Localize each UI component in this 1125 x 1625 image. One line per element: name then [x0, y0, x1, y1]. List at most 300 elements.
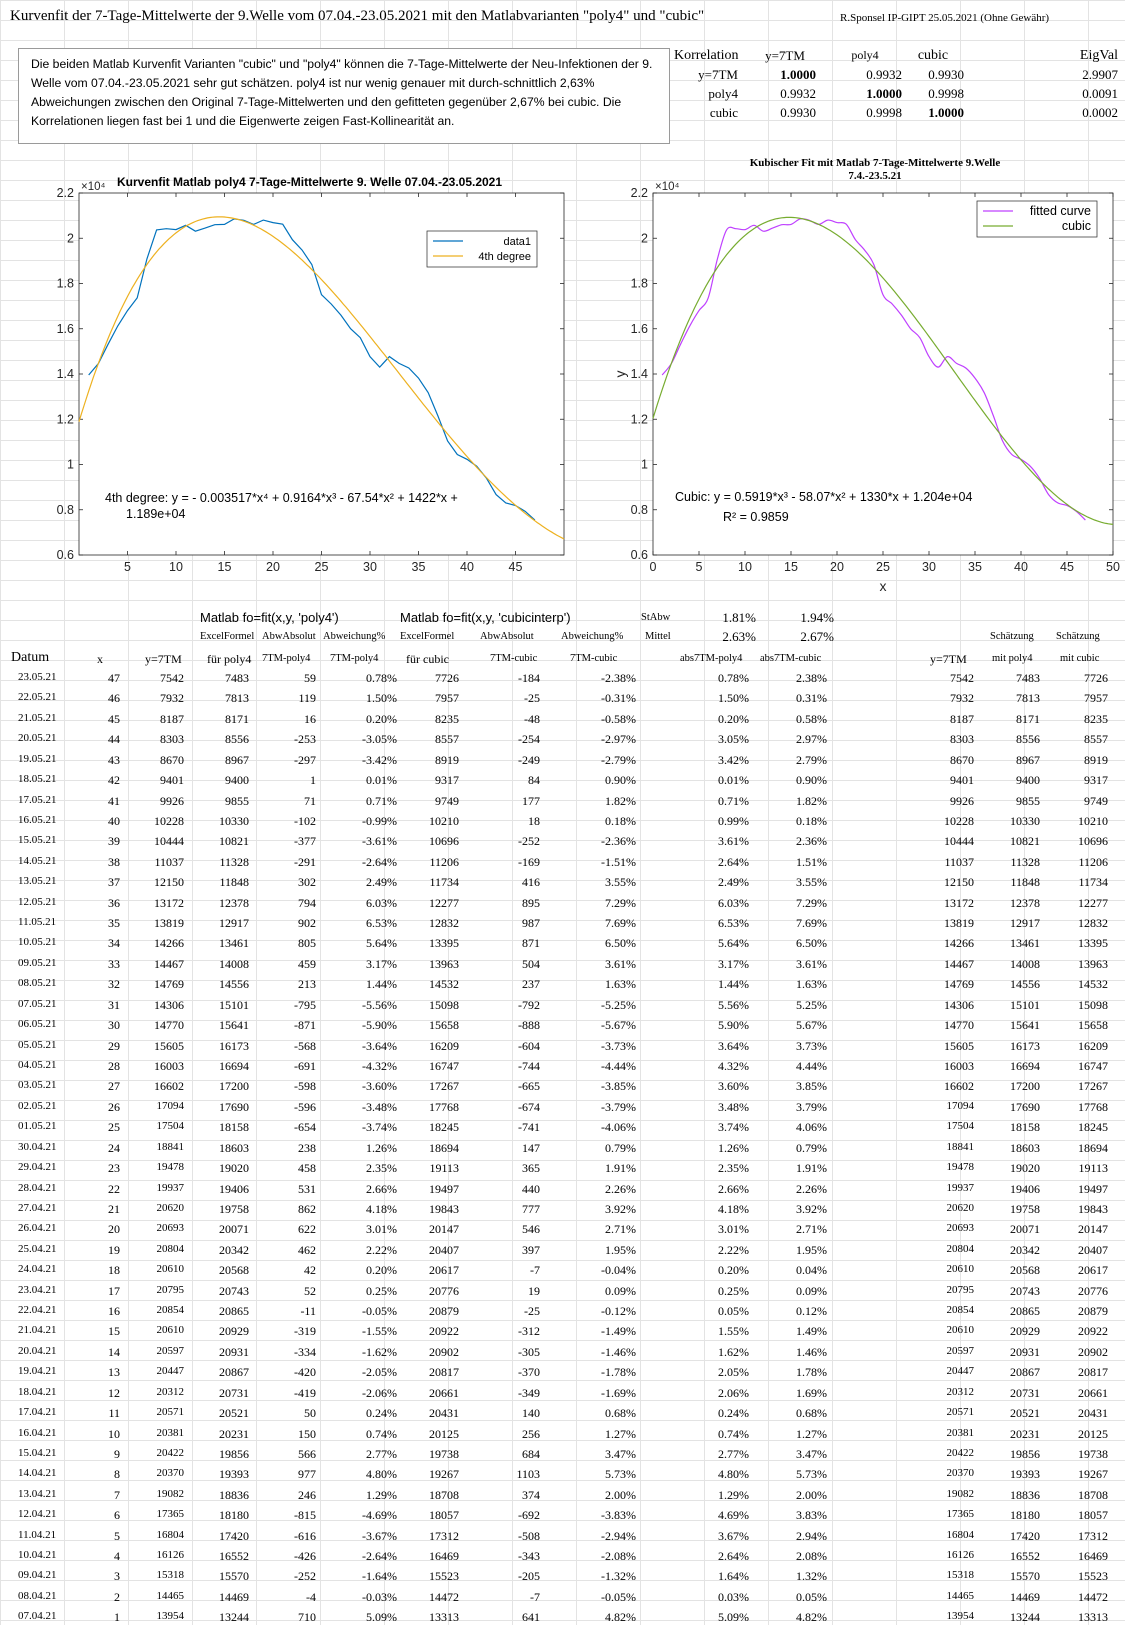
- cell-abs-cubic: 3.83%: [796, 1508, 827, 1523]
- cell-x: 46: [108, 691, 120, 706]
- cell-est-poly4: 9855: [1016, 793, 1040, 808]
- cell-est-cubic: 12277: [1078, 895, 1108, 910]
- corr-eigval: 2.9907: [1082, 67, 1118, 82]
- corr-eigval: 0.0091: [1082, 86, 1118, 101]
- cell-est-y: 19082: [946, 1487, 974, 1500]
- cell-datum: 20.04.21: [18, 1344, 57, 1357]
- cell-pct-cubic: 5.73%: [605, 1467, 636, 1482]
- cell-est-cubic: 19497: [1078, 1181, 1108, 1196]
- cell-poly4: 9400: [225, 773, 249, 788]
- corr-value: 1.0000: [780, 67, 816, 82]
- cell-pct-poly4: -1.55%: [362, 1324, 397, 1339]
- header-excel2: ExcelFormel: [400, 631, 455, 642]
- y-tick-label: 1.4: [56, 367, 74, 381]
- cell-pct-cubic: 2.71%: [605, 1222, 636, 1237]
- cell-abs-poly4: 2.49%: [718, 875, 749, 890]
- cell-abw-poly4: 213: [298, 977, 316, 992]
- cell-abs-cubic: 0.58%: [796, 711, 827, 726]
- cell-y: 14306: [154, 997, 184, 1012]
- cell-pct-cubic: 1.91%: [605, 1161, 636, 1176]
- cell-est-cubic: 18708: [1078, 1487, 1108, 1502]
- cell-datum: 09.04.21: [18, 1569, 57, 1582]
- cell-x: 16: [108, 1304, 120, 1319]
- cell-est-y: 20571: [946, 1406, 974, 1419]
- cell-abs-poly4: 2.05%: [718, 1365, 749, 1380]
- cell-abw-poly4: 71: [304, 793, 316, 808]
- cell-est-y: 8670: [950, 752, 974, 767]
- cell-est-poly4: 10821: [1010, 834, 1040, 849]
- cell-est-y: 20804: [946, 1242, 974, 1255]
- cell-est-poly4: 20929: [1010, 1324, 1040, 1339]
- cell-poly4: 7813: [225, 691, 249, 706]
- cell-abw-poly4: 52: [304, 1283, 316, 1298]
- legend-entry: fitted curve: [1029, 204, 1091, 218]
- cell-abs-cubic: 2.26%: [796, 1181, 827, 1196]
- y-tick-label: 0.8: [630, 502, 648, 517]
- correlation-row: [680, 67, 1120, 86]
- cell-abw-poly4: 862: [298, 1201, 316, 1216]
- cell-datum: 10.04.21: [18, 1549, 57, 1562]
- cell-est-cubic: 15658: [1078, 1018, 1108, 1033]
- cell-abs-poly4: 0.05%: [718, 1304, 749, 1319]
- cell-datum: 19.05.21: [18, 752, 57, 765]
- cell-est-cubic: 20147: [1078, 1222, 1108, 1237]
- cell-datum: 11.05.21: [18, 916, 57, 929]
- cell-x: 26: [108, 1099, 120, 1114]
- cell-abw-poly4: 462: [298, 1242, 316, 1257]
- cell-x: 17: [108, 1283, 120, 1298]
- cell-x: 11: [108, 1406, 120, 1421]
- cell-pct-poly4: -3.61%: [362, 834, 397, 849]
- y-tick-label: 2.2: [56, 186, 74, 200]
- cell-abs-cubic: 3.79%: [796, 1099, 827, 1114]
- cell-y: 17504: [156, 1120, 184, 1133]
- cell-est-poly4: 19020: [1010, 1161, 1040, 1176]
- cell-y: 20610: [156, 1324, 184, 1337]
- cell-cubic: 14472: [429, 1589, 459, 1604]
- cell-x: 4: [114, 1549, 120, 1564]
- cell-y: 8303: [160, 732, 184, 747]
- cell-abw-cubic: 256: [522, 1426, 540, 1441]
- cell-est-poly4: 17200: [1010, 1079, 1040, 1094]
- cell-abw-poly4: -598: [294, 1079, 316, 1094]
- cell-pct-poly4: 4.18%: [366, 1201, 397, 1216]
- cell-poly4: 16694: [219, 1058, 249, 1073]
- cell-y: 19937: [156, 1181, 184, 1194]
- cell-est-y: 10228: [944, 813, 974, 828]
- cell-y: 14467: [154, 956, 184, 971]
- cell-est-poly4: 11848: [1010, 875, 1040, 890]
- cell-pct-cubic: -0.05%: [601, 1589, 636, 1604]
- cell-poly4: 20521: [219, 1406, 249, 1421]
- cell-est-poly4: 14008: [1010, 956, 1040, 971]
- cell-abw-cubic: -252: [518, 834, 540, 849]
- cell-x: 39: [108, 834, 120, 849]
- header-fit-cubic: Matlab fo=fit(x,y, 'cubicinterp'): [400, 610, 571, 625]
- cell-abs-cubic: 0.05%: [796, 1589, 827, 1604]
- cell-est-poly4: 8967: [1016, 752, 1040, 767]
- cell-est-y: 17504: [946, 1120, 974, 1133]
- cell-est-cubic: 20776: [1078, 1283, 1108, 1298]
- cell-y: 20804: [156, 1242, 184, 1255]
- cell-abs-cubic: 0.79%: [796, 1140, 827, 1155]
- cell-abs-poly4: 0.71%: [718, 793, 749, 808]
- cell-y: 16804: [156, 1528, 184, 1541]
- y-tick-label: 1.8: [630, 276, 648, 291]
- cell-abs-poly4: 3.67%: [718, 1528, 749, 1543]
- corr-row-label: poly4: [708, 86, 738, 101]
- cell-abw-poly4: -291: [294, 854, 316, 869]
- cell-abw-poly4: 119: [298, 691, 316, 706]
- cell-x: 44: [108, 732, 120, 747]
- cell-datum: 17.04.21: [18, 1406, 57, 1419]
- cell-abs-poly4: 4.32%: [718, 1058, 749, 1073]
- cell-poly4: 15101: [219, 997, 249, 1012]
- header-mit-cubic: mit cubic: [1060, 653, 1100, 664]
- cell-abs-poly4: 5.56%: [718, 997, 749, 1012]
- cell-cubic: 20879: [429, 1304, 459, 1319]
- cell-cubic: 7957: [435, 691, 459, 706]
- cell-poly4: 15570: [219, 1569, 249, 1584]
- cell-abs-poly4: 2.77%: [718, 1446, 749, 1461]
- x-tick-label: 20: [830, 560, 844, 574]
- header-7tm-poly4: 7TM-poly4: [262, 653, 311, 664]
- cell-abs-poly4: 0.99%: [718, 813, 749, 828]
- cell-y: 9926: [160, 793, 184, 808]
- cell-abs-cubic: 0.18%: [796, 813, 827, 828]
- cell-poly4: 19020: [219, 1161, 249, 1176]
- cell-abs-poly4: 2.66%: [718, 1181, 749, 1196]
- cell-est-y: 20422: [946, 1446, 974, 1459]
- cell-x: 5: [114, 1528, 120, 1543]
- cell-est-cubic: 20879: [1078, 1304, 1108, 1319]
- y-exponent-label: ×10⁴: [655, 181, 680, 193]
- cell-pct-poly4: -2.06%: [362, 1385, 397, 1400]
- cell-pct-poly4: 2.49%: [366, 875, 397, 890]
- cell-datum: 25.04.21: [18, 1242, 57, 1255]
- cell-est-cubic: 11734: [1078, 875, 1108, 890]
- cell-est-cubic: 18057: [1078, 1508, 1108, 1523]
- cell-abs-poly4: 3.42%: [718, 752, 749, 767]
- cell-pct-cubic: -4.06%: [601, 1120, 636, 1135]
- cell-cubic: 17312: [429, 1528, 459, 1543]
- cell-est-cubic: 13313: [1078, 1610, 1108, 1625]
- cell-abw-poly4: -795: [294, 997, 316, 1012]
- cell-cubic: 15098: [429, 997, 459, 1012]
- cell-x: 8: [114, 1467, 120, 1482]
- fit-equation-line2: 1.189e+04: [126, 507, 186, 521]
- cell-datum: 07.04.21: [18, 1610, 57, 1623]
- cell-pct-cubic: 0.18%: [605, 813, 636, 828]
- cell-y: 14465: [156, 1589, 184, 1602]
- cell-est-y: 20597: [946, 1344, 974, 1357]
- cell-pct-poly4: -2.05%: [362, 1365, 397, 1380]
- cell-pct-poly4: -4.69%: [362, 1508, 397, 1523]
- cell-abs-poly4: 2.35%: [718, 1161, 749, 1176]
- cell-abs-cubic: 2.00%: [796, 1487, 827, 1502]
- corr-row-label: y=7TM: [698, 67, 738, 82]
- cell-abw-cubic: -604: [518, 1038, 540, 1053]
- cell-cubic: 20147: [429, 1222, 459, 1237]
- cell-est-y: 8303: [950, 732, 974, 747]
- header-abwabs2: AbwAbsolut: [480, 631, 534, 642]
- sheet-title: Kurvenfit der 7-Tage-Mittelwerte der 9.Welle vom 07.04.-23.05.2021 mit den Matlabvarianten "poly4" und "cubic": [10, 8, 705, 24]
- cell-est-poly4: 14556: [1010, 977, 1040, 992]
- correlation-label: Korrelation: [674, 48, 739, 63]
- cell-est-y: 10444: [944, 834, 974, 849]
- cell-abw-cubic: -792: [518, 997, 540, 1012]
- header-fuer-cubic: für cubic: [406, 652, 449, 666]
- cell-abw-cubic: -305: [518, 1344, 540, 1359]
- cell-est-cubic: 14472: [1078, 1589, 1108, 1604]
- cell-est-cubic: 20661: [1078, 1385, 1108, 1400]
- cell-x: 42: [108, 773, 120, 788]
- cell-est-cubic: 17267: [1078, 1079, 1108, 1094]
- cell-est-cubic: 20817: [1078, 1365, 1108, 1380]
- cell-cubic: 15658: [429, 1018, 459, 1033]
- cell-abs-poly4: 6.53%: [718, 916, 749, 931]
- cell-pct-cubic: 7.69%: [605, 916, 636, 931]
- cell-y: 10228: [154, 813, 184, 828]
- cell-abs-cubic: 3.85%: [796, 1079, 827, 1094]
- x-tick-label: 50: [1106, 560, 1120, 574]
- cell-datum: 24.04.21: [18, 1263, 57, 1276]
- cell-datum: 12.04.21: [18, 1508, 57, 1521]
- cell-est-cubic: 20125: [1078, 1426, 1108, 1441]
- cell-est-cubic: 15098: [1078, 997, 1108, 1012]
- cell-poly4: 8967: [225, 752, 249, 767]
- cell-est-y: 15605: [944, 1038, 974, 1053]
- cell-pct-poly4: 0.25%: [366, 1283, 397, 1298]
- cell-abw-cubic: 19: [528, 1283, 540, 1298]
- cell-datum: 12.05.21: [18, 895, 57, 908]
- cell-poly4: 18180: [219, 1508, 249, 1523]
- cell-poly4: 20743: [219, 1283, 249, 1298]
- cell-pct-poly4: 3.01%: [366, 1222, 397, 1237]
- cell-x: 7: [114, 1487, 120, 1502]
- cell-est-y: 9401: [950, 773, 974, 788]
- cell-est-poly4: 20865: [1010, 1304, 1040, 1319]
- cell-abw-poly4: -297: [294, 752, 316, 767]
- cell-pct-cubic: -3.83%: [601, 1508, 636, 1523]
- cell-pct-poly4: -5.56%: [362, 997, 397, 1012]
- cell-abw-cubic: -665: [518, 1079, 540, 1094]
- cell-x: 47: [108, 671, 120, 685]
- corr-value: 0.9932: [780, 86, 816, 101]
- cell-abs-cubic: 1.27%: [796, 1426, 827, 1441]
- cell-est-y: 16003: [944, 1058, 974, 1073]
- cell-poly4: 10821: [219, 834, 249, 849]
- cell-est-poly4: 16173: [1010, 1038, 1040, 1053]
- stabw-label: StAbw: [641, 612, 671, 623]
- cell-pct-poly4: 0.20%: [366, 711, 397, 726]
- cell-abw-poly4: 42: [304, 1263, 316, 1278]
- cell-pct-poly4: 2.66%: [366, 1181, 397, 1196]
- cell-y: 10444: [154, 834, 184, 849]
- cell-cubic: 8557: [435, 732, 459, 747]
- cell-cubic: 16747: [429, 1058, 459, 1073]
- cell-est-cubic: 13963: [1078, 956, 1108, 971]
- cell-abw-cubic: -741: [518, 1120, 540, 1135]
- cell-est-cubic: 19843: [1078, 1201, 1108, 1216]
- cell-poly4: 19758: [219, 1201, 249, 1216]
- cell-abs-cubic: 1.46%: [796, 1344, 827, 1359]
- cell-poly4: 11328: [219, 854, 249, 869]
- cell-pct-poly4: -3.48%: [362, 1099, 397, 1114]
- cell-poly4: 19406: [219, 1181, 249, 1196]
- corr-value: 1.0000: [866, 86, 902, 101]
- cell-abw-poly4: -419: [294, 1385, 316, 1400]
- cell-pct-poly4: -3.60%: [362, 1079, 397, 1094]
- cell-pct-cubic: 0.09%: [605, 1283, 636, 1298]
- cell-y: 14769: [154, 977, 184, 992]
- cell-pct-poly4: -3.05%: [362, 732, 397, 747]
- x-tick-label: 15: [217, 560, 232, 574]
- author-note: R.Sponsel IP-GIPT 25.05.2021 (Ohne Gewähr): [840, 12, 1050, 24]
- cell-cubic: 11734: [429, 875, 459, 890]
- cell-abw-poly4: -654: [294, 1120, 316, 1135]
- cell-abw-cubic: -508: [518, 1528, 540, 1543]
- cell-abs-poly4: 0.03%: [718, 1589, 749, 1604]
- cell-datum: 20.05.21: [18, 732, 57, 745]
- cell-pct-cubic: -1.51%: [601, 854, 636, 869]
- cell-abw-poly4: -4: [306, 1589, 316, 1604]
- legend-entry: cubic: [1061, 219, 1091, 233]
- cell-est-cubic: 9317: [1084, 773, 1108, 788]
- cell-datum: 15.04.21: [18, 1446, 57, 1459]
- cell-pct-poly4: 2.77%: [366, 1446, 397, 1461]
- cell-pct-cubic: -2.79%: [601, 752, 636, 767]
- cell-y: 13819: [154, 916, 184, 931]
- cell-est-cubic: 10696: [1078, 834, 1108, 849]
- cell-abs-cubic: 1.49%: [796, 1324, 827, 1339]
- cell-abw-cubic: -254: [518, 732, 540, 747]
- corr-eigval: 0.0002: [1082, 105, 1118, 120]
- cell-x: 45: [108, 711, 120, 726]
- cell-abw-poly4: 150: [298, 1426, 316, 1441]
- y-tick-label: 1.6: [56, 321, 74, 336]
- cell-poly4: 17420: [219, 1528, 249, 1543]
- cell-cubic: 13395: [429, 936, 459, 951]
- cell-cubic: 19267: [429, 1467, 459, 1482]
- cell-est-cubic: 10210: [1078, 813, 1108, 828]
- cell-poly4: 18836: [219, 1487, 249, 1502]
- stabw-cubic: 1.94%: [800, 610, 834, 625]
- cell-abw-poly4: -252: [294, 1569, 316, 1584]
- cell-abw-cubic: 18: [528, 813, 540, 828]
- cell-abs-poly4: 3.48%: [718, 1099, 749, 1114]
- cell-est-poly4: 20743: [1010, 1283, 1040, 1298]
- cell-pct-cubic: -0.31%: [601, 691, 636, 706]
- cell-abs-poly4: 0.20%: [718, 1263, 749, 1278]
- cell-y: 19478: [156, 1161, 184, 1174]
- cell-x: 36: [108, 895, 120, 910]
- cell-datum: 21.04.21: [18, 1324, 57, 1337]
- cell-est-cubic: 20902: [1078, 1344, 1108, 1359]
- cell-est-poly4: 18158: [1010, 1120, 1040, 1135]
- cell-est-poly4: 18180: [1010, 1508, 1040, 1523]
- cell-abs-poly4: 1.55%: [718, 1324, 749, 1339]
- cell-poly4: 12378: [219, 895, 249, 910]
- cell-datum: 22.05.21: [18, 691, 57, 704]
- cell-cubic: 12277: [429, 895, 459, 910]
- cell-datum: 11.04.21: [18, 1528, 57, 1541]
- cell-abw-cubic: 895: [522, 895, 540, 910]
- cell-y: 13172: [154, 895, 184, 910]
- correlation-table: [674, 48, 1120, 124]
- cell-x: 28: [108, 1058, 120, 1073]
- cell-datum: 30.04.21: [18, 1140, 57, 1153]
- header-y-2: y=7TM: [930, 652, 967, 666]
- corr-col-cubic: cubic: [917, 48, 949, 63]
- cell-x: 20: [108, 1222, 120, 1237]
- cell-abs-poly4: 1.26%: [718, 1140, 749, 1155]
- cell-poly4: 9855: [225, 793, 249, 808]
- cell-y: 20381: [156, 1426, 184, 1439]
- cell-abw-poly4: 805: [298, 936, 316, 951]
- cell-abw-poly4: 16: [304, 711, 316, 726]
- cell-abw-poly4: -426: [294, 1549, 316, 1564]
- chart2-title-line1: Kubischer Fit mit Matlab 7-Tage-Mittelwerte 9.Welle: [749, 157, 1001, 169]
- cell-y: 16602: [154, 1079, 184, 1094]
- cell-y: 17094: [156, 1099, 184, 1112]
- cell-est-cubic: 12832: [1078, 916, 1108, 931]
- cell-pct-poly4: -3.42%: [362, 752, 397, 767]
- cell-abs-cubic: 5.67%: [796, 1018, 827, 1033]
- cell-datum: 10.05.21: [18, 936, 57, 949]
- cell-abs-poly4: 3.64%: [718, 1038, 749, 1053]
- cell-poly4: 16173: [219, 1038, 249, 1053]
- cell-abs-poly4: 2.64%: [718, 1549, 749, 1564]
- cell-abs-poly4: 5.09%: [718, 1610, 749, 1625]
- cell-est-poly4: 19758: [1010, 1201, 1040, 1216]
- cell-cubic: 13313: [429, 1610, 459, 1625]
- cell-datum: 03.05.21: [18, 1079, 57, 1092]
- cell-abs-poly4: 4.80%: [718, 1467, 749, 1482]
- cell-cubic: 20125: [429, 1426, 459, 1441]
- cell-x: 38: [108, 854, 120, 869]
- cell-y: 7932: [160, 691, 184, 706]
- cell-pct-poly4: 1.44%: [366, 977, 397, 992]
- cell-est-cubic: 14532: [1078, 977, 1108, 992]
- cell-y: 16003: [154, 1058, 184, 1073]
- cell-abw-cubic: 440: [522, 1181, 540, 1196]
- cell-pct-poly4: 5.64%: [366, 936, 397, 951]
- cell-y: 20597: [156, 1344, 184, 1357]
- cell-pct-cubic: 3.92%: [605, 1201, 636, 1216]
- cell-datum: 04.05.21: [18, 1058, 57, 1071]
- cell-x: 29: [108, 1038, 120, 1053]
- cell-est-y: 19937: [946, 1181, 974, 1194]
- cell-abs-cubic: 1.82%: [796, 793, 827, 808]
- cell-abw-poly4: -420: [294, 1365, 316, 1380]
- cell-est-cubic: 16209: [1078, 1038, 1108, 1053]
- cell-abw-cubic: 177: [522, 793, 540, 808]
- cell-y: 8670: [160, 752, 184, 767]
- cell-pct-poly4: -3.67%: [362, 1528, 397, 1543]
- cell-x: 25: [108, 1120, 120, 1135]
- cell-est-poly4: 20731: [1010, 1385, 1040, 1400]
- y-tick-label: 1: [67, 457, 74, 472]
- y-tick-label: 0.6: [56, 548, 74, 562]
- cell-abw-cubic: -25: [524, 1304, 540, 1319]
- y-tick-label: 2: [67, 231, 74, 246]
- cell-datum: 08.05.21: [18, 977, 57, 990]
- cell-poly4: 12917: [219, 916, 249, 931]
- cell-y: 20312: [156, 1385, 184, 1398]
- cell-est-cubic: 20407: [1078, 1242, 1108, 1257]
- cell-x: 35: [108, 916, 120, 931]
